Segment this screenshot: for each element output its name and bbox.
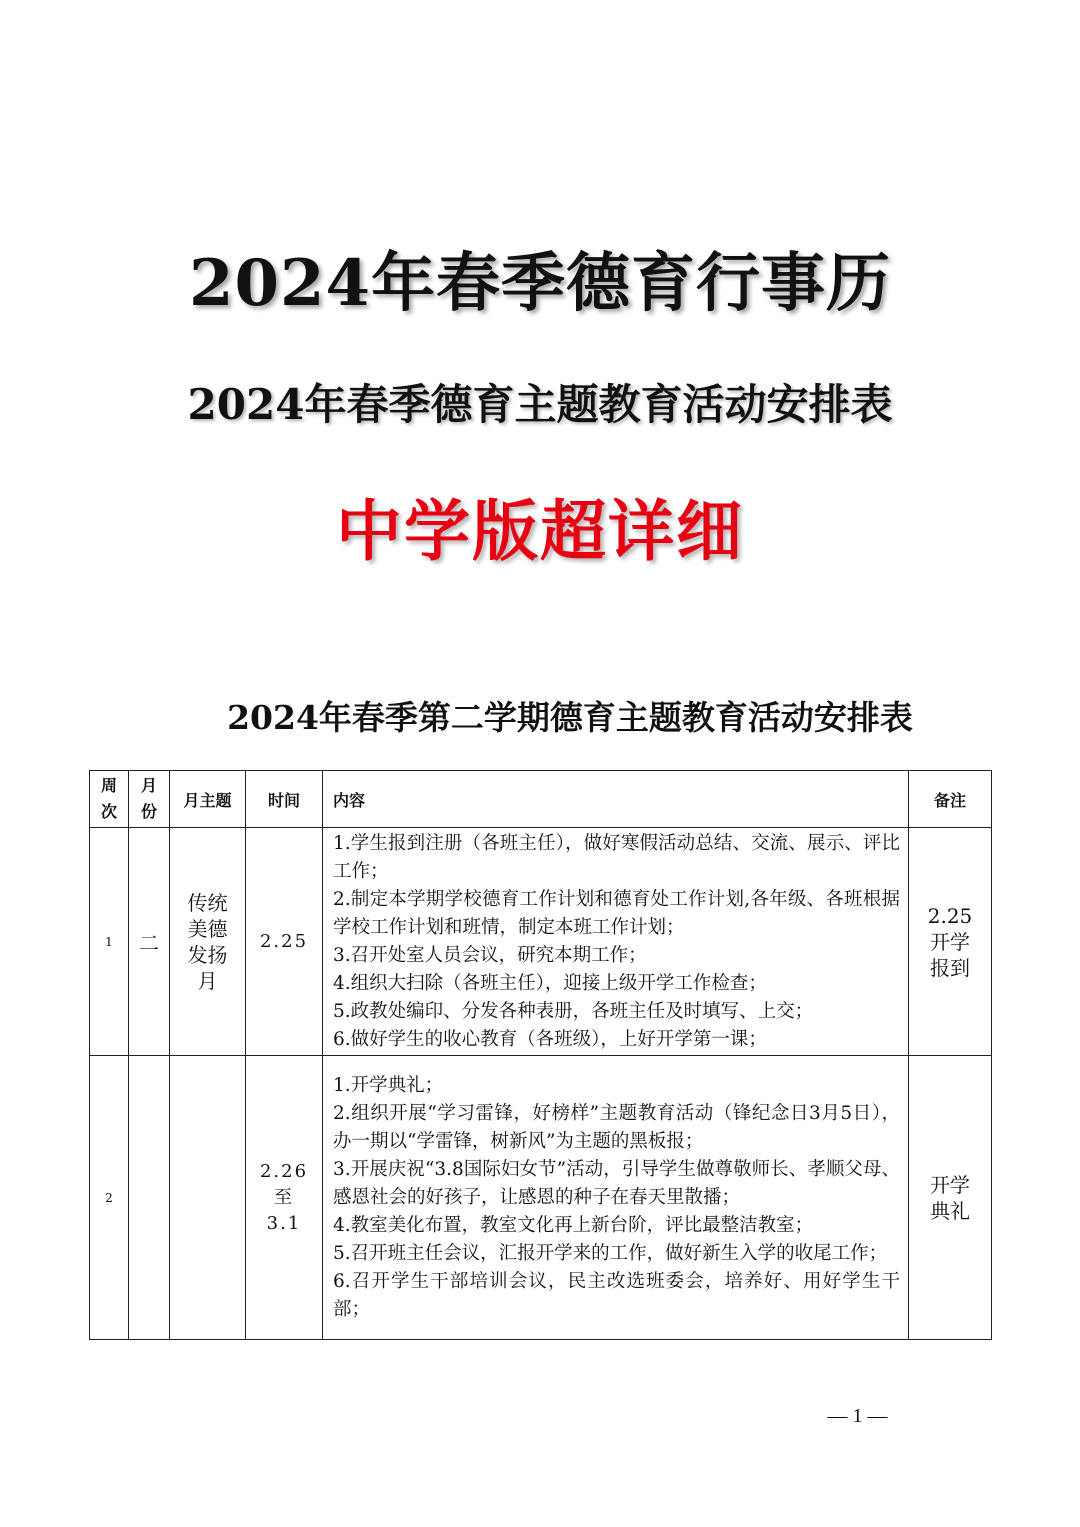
note-line: 典礼 <box>930 1198 970 1223</box>
page-number: — 1 — <box>827 1405 888 1427</box>
note-line: 报到 <box>930 955 970 980</box>
content-item: 5.政教处编印、分发各种表册，各班主任及时填写、上交； <box>333 1000 814 1022</box>
content-item: 2.制定本学期学校德育工作计划和德育处工作计划,各年级、各班根据学校工作计划和班情，制定本班工作计划； <box>333 888 900 938</box>
month-cell: 二 <box>129 828 170 1056</box>
content-item: 4.组织大扫除（各班主任），迎接上级开学工作检查； <box>333 972 767 994</box>
time-line: 至 <box>274 1186 294 1208</box>
header-week-line-1: 周 <box>100 776 117 795</box>
content-item: 4.教室美化布置，教室文化再上新台阶，评比最整洁教室； <box>333 1214 814 1236</box>
content-item: 5.召开班主任会议，汇报开学来的工作，做好新生入学的收尾工作； <box>333 1242 888 1264</box>
table-row <box>90 1056 992 1340</box>
theme-line: 美德 <box>187 916 228 941</box>
header-month-line-1: 月 <box>140 776 157 795</box>
header-month-line-2: 份 <box>140 802 157 821</box>
week-cell: 2 <box>90 1056 129 1340</box>
theme-line: 传统 <box>187 890 228 915</box>
table-header-row <box>90 771 992 828</box>
content-item: 6.做好学生的收心教育（各班级），上好开学第一课； <box>333 1028 767 1050</box>
header-theme: 月主题 <box>170 771 246 828</box>
theme-cell <box>170 1056 246 1340</box>
header-month <box>129 771 170 828</box>
document-subtitle: 2024年春季德育主题教育活动安排表 <box>187 380 893 429</box>
week-cell: 1 <box>90 828 129 1056</box>
table-row <box>90 828 992 1056</box>
header-week-line-2: 次 <box>100 802 117 821</box>
content-item: 6.召开学生干部培训会议，民主改选班委会，培养好、用好学生干部； <box>333 1270 900 1320</box>
time-line: 3.1 <box>266 1212 302 1234</box>
content-item: 1.学生报到注册（各班主任），做好寒假活动总结、交流、展示、评比工作； <box>333 832 900 882</box>
time-line: 2.25 <box>259 930 309 952</box>
content-item: 3.召开处室人员会议，研究本期工作； <box>333 944 647 966</box>
schedule-table <box>89 770 992 1340</box>
edition-banner: 中学版超详细 <box>336 492 744 570</box>
content-cell <box>323 828 909 1056</box>
content-item: 1.开学典礼； <box>333 1074 444 1096</box>
note-line: 开学 <box>930 1172 970 1197</box>
header-week <box>90 771 129 828</box>
theme-cell <box>170 828 246 1056</box>
note-line: 2.25 <box>927 903 973 928</box>
table-title: 2024年春季第二学期德育主题教育活动安排表 <box>227 698 913 737</box>
header-note: 备注 <box>909 771 992 828</box>
note-line: 开学 <box>930 929 970 954</box>
note-cell <box>909 1056 992 1340</box>
header-time: 时间 <box>246 771 323 828</box>
content-cell <box>323 1056 909 1340</box>
time-cell <box>246 1056 323 1340</box>
time-line: 2.26 <box>259 1160 309 1182</box>
time-cell <box>246 828 323 1056</box>
note-cell <box>909 828 992 1056</box>
document-title: 2024年春季德育行事历 <box>188 246 892 321</box>
theme-line: 月 <box>197 968 218 993</box>
theme-line: 发扬 <box>187 942 228 967</box>
content-item: 2.组织开展“学习雷锋，好榜样”主题教育活动（锋纪念日3月5日），办一期以“学雷锋，树新风”为主题的黑板报； <box>333 1102 900 1152</box>
header-content: 内容 <box>323 771 909 828</box>
content-item: 3.开展庆祝“3.8国际妇女节”活动，引导学生做尊敬师长、孝顺父母、感恩社会的好孩子，让感恩的种子在春天里散播； <box>333 1158 900 1208</box>
month-cell <box>129 1056 170 1340</box>
